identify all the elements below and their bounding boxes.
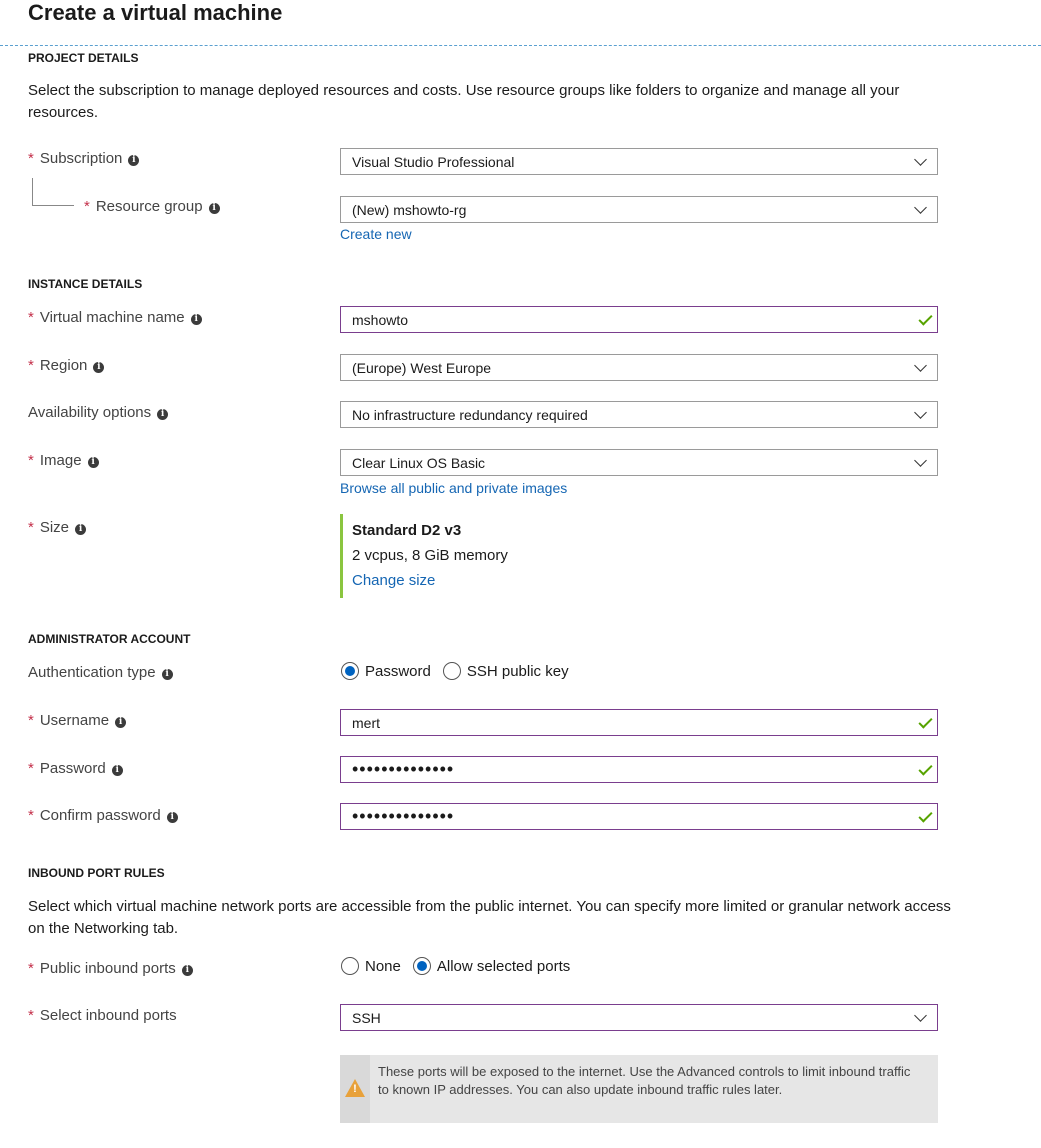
page-title: Create a virtual machine — [28, 0, 283, 25]
project-details-heading: PROJECT DETAILS — [28, 51, 139, 65]
select-ports-label: * Select inbound ports — [28, 1007, 177, 1024]
required-marker: * — [84, 198, 90, 215]
none-radio[interactable] — [341, 957, 359, 975]
required-marker: * — [28, 760, 34, 777]
region-dropdown[interactable]: (Europe) West Europe — [340, 354, 938, 381]
checkmark-icon — [918, 761, 932, 775]
password-label: * Password i — [28, 760, 123, 777]
info-icon[interactable]: i — [75, 524, 86, 535]
admin-account-heading: ADMINISTRATOR ACCOUNT — [28, 632, 191, 646]
checkmark-icon — [918, 714, 932, 728]
size-label: * Size i — [28, 519, 86, 536]
required-marker: * — [28, 960, 34, 977]
chevron-down-icon — [914, 153, 927, 166]
availability-dropdown[interactable]: No infrastructure redundancy required — [340, 401, 938, 428]
required-marker: * — [28, 150, 34, 167]
info-icon[interactable]: i — [93, 362, 104, 373]
required-marker: * — [28, 712, 34, 729]
chevron-down-icon — [914, 359, 927, 372]
required-marker: * — [28, 452, 34, 469]
change-size-link[interactable]: Change size — [352, 572, 436, 589]
info-icon[interactable]: i — [157, 409, 168, 420]
subscription-label: * Subscription i — [28, 150, 139, 167]
info-icon[interactable]: i — [191, 314, 202, 325]
tree-connector — [32, 178, 33, 205]
info-icon[interactable]: i — [209, 203, 220, 214]
public-ports-label: * Public inbound ports i — [28, 960, 193, 977]
chevron-down-icon — [914, 454, 927, 467]
required-marker: * — [28, 309, 34, 326]
inbound-description: Select which virtual machine network ports are accessible from the public internet. You can specify more limited or granular network access on the Networking tab. — [28, 898, 951, 937]
vm-name-input[interactable]: mshowto — [340, 306, 938, 333]
info-icon[interactable]: i — [112, 765, 123, 776]
chevron-down-icon — [914, 406, 927, 419]
warning-banner — [340, 1055, 938, 1123]
public-ports-radio-group: None Allow selected ports — [341, 957, 582, 976]
confirm-password-input[interactable]: •••••••••••••• — [340, 803, 938, 830]
auth-type-label: Authentication type i — [28, 664, 173, 681]
chevron-down-icon — [914, 201, 927, 214]
image-label: * Image i — [28, 452, 99, 469]
tree-connector — [32, 205, 74, 206]
required-marker: * — [28, 357, 34, 374]
allow-selected-ports-radio[interactable] — [413, 957, 431, 975]
resource-group-label: * Resource group i — [84, 198, 220, 215]
required-marker: * — [28, 1007, 34, 1024]
size-description: 2 vcpus, 8 GiB memory — [352, 547, 508, 564]
warning-icon-mark: ! — [353, 1083, 357, 1095]
create-new-link[interactable]: Create new — [340, 226, 412, 242]
image-dropdown[interactable]: Clear Linux OS Basic — [340, 449, 938, 476]
info-icon[interactable]: i — [167, 812, 178, 823]
required-marker: * — [28, 519, 34, 536]
title-divider — [0, 45, 1041, 46]
subscription-dropdown[interactable]: Visual Studio Professional — [340, 148, 938, 175]
username-input[interactable]: mert — [340, 709, 938, 736]
project-description: Select the subscription to manage deployed resources and costs. Use resource groups like folders to organize and manage all your resources. — [28, 82, 900, 121]
vm-name-label: * Virtual machine name i — [28, 309, 202, 326]
required-marker: * — [28, 807, 34, 824]
checkmark-icon — [918, 808, 932, 822]
select-ports-dropdown[interactable]: SSH — [340, 1004, 938, 1031]
confirm-password-label: * Confirm password i — [28, 807, 178, 824]
ssh-key-radio[interactable] — [443, 662, 461, 680]
size-summary — [340, 514, 643, 598]
password-input[interactable]: •••••••••••••• — [340, 756, 938, 783]
availability-label: Availability options i — [28, 404, 168, 421]
auth-type-radio-group: Password SSH public key — [341, 662, 581, 681]
inbound-rules-heading: INBOUND PORT RULES — [28, 866, 165, 880]
checkmark-icon — [918, 311, 932, 325]
info-icon[interactable]: i — [88, 457, 99, 468]
info-icon[interactable]: i — [162, 669, 173, 680]
warning-text: These ports will be exposed to the internet. Use the Advanced controls to limit inbound traffic to known IP addresses. You can also update inbound traffic rules later. — [378, 1064, 911, 1097]
size-name: Standard D2 v3 — [352, 522, 462, 539]
password-radio[interactable] — [341, 662, 359, 680]
info-icon[interactable]: i — [182, 965, 193, 976]
resource-group-dropdown[interactable]: (New) mshowto-rg — [340, 196, 938, 223]
info-icon[interactable]: i — [128, 155, 139, 166]
info-icon[interactable]: i — [115, 717, 126, 728]
region-label: * Region i — [28, 357, 104, 374]
browse-images-link[interactable]: Browse all public and private images — [340, 480, 568, 496]
chevron-down-icon — [914, 1009, 927, 1022]
username-label: * Username i — [28, 712, 126, 729]
instance-details-heading: INSTANCE DETAILS — [28, 277, 143, 291]
